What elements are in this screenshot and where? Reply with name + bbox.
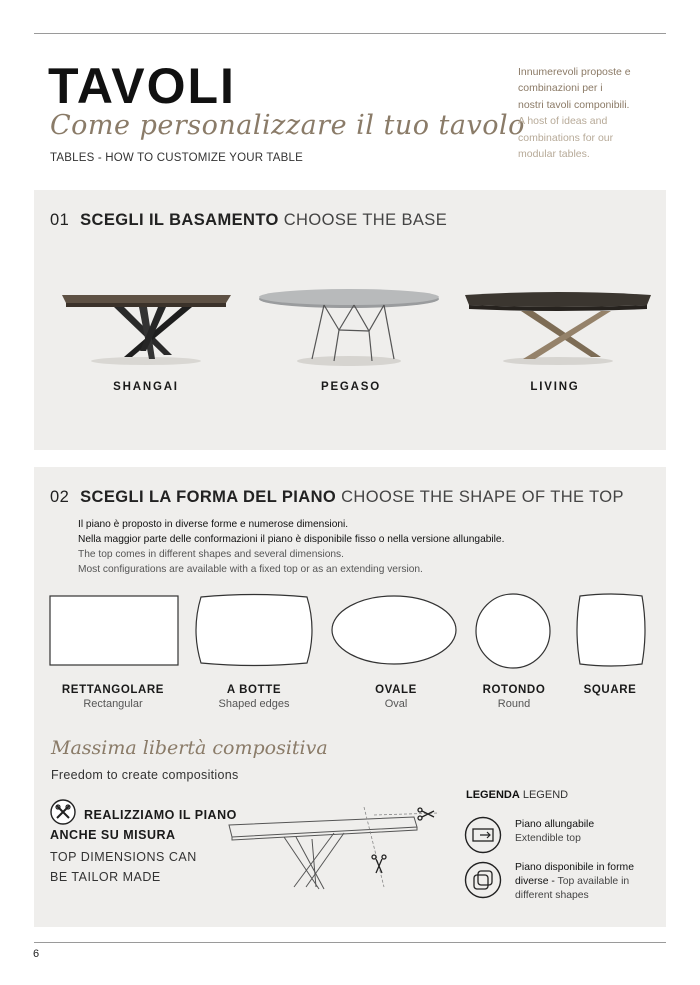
shaped-edges-shape[interactable]	[191, 592, 319, 668]
top-shape-section	[34, 467, 666, 927]
desc-it-line: Nella maggior parte delle conformazioni il piano è disponibile fisso o nella versione allungabile.	[78, 534, 505, 545]
multiple-shapes-icon	[464, 861, 502, 899]
tailor-made-en-line: BE TAILOR MADE	[50, 870, 161, 884]
desc-en-line: The top comes in different shapes and several dimensions.	[78, 549, 344, 560]
base-label-pegaso: PEGASO	[320, 381, 381, 393]
shape-label-round	[464, 684, 564, 710]
shape-name-en: Rectangular	[83, 698, 143, 710]
base-section	[34, 190, 666, 450]
bottom-rule	[34, 942, 666, 943]
shape-description	[78, 517, 504, 577]
intro-en-line: modular tables.	[518, 148, 590, 161]
tailor-made-heading	[50, 805, 237, 845]
legend-en: Top available in different shapes	[515, 876, 630, 901]
living-table-image[interactable]	[461, 285, 656, 367]
base-label-living: LIVING	[530, 381, 580, 393]
intro-it-line: combinazioni per i	[518, 82, 603, 95]
page-number: 6	[33, 948, 40, 960]
rectangular-shape[interactable]	[49, 592, 181, 668]
shape-name-it: RETTANGOLARE	[61, 684, 165, 696]
shape-name-en: Oval	[384, 698, 408, 710]
subtitle-en: TABLES - HOW TO CUSTOMIZE YOUR TABLE	[50, 152, 304, 164]
legend-text	[515, 861, 665, 903]
shape-name-en: Round	[497, 698, 531, 710]
tailor-made-line: ANCHE SU MISURA	[50, 828, 176, 842]
legend-en: Extendible top	[515, 833, 581, 844]
pegaso-table-image[interactable]	[254, 285, 444, 367]
oval-shape[interactable]	[331, 592, 461, 668]
shape-label-rectangular	[48, 684, 178, 710]
intro-it-line: nostri tavoli componibili.	[518, 98, 630, 111]
shape-name-en: Shaped edges	[218, 698, 290, 710]
shape-label-square	[570, 684, 650, 698]
heading-it: SCEGLI IL BASAMENTO	[80, 211, 279, 229]
intro-en-line: A host of ideas and	[518, 115, 608, 128]
page-title: TAVOLI	[48, 58, 236, 114]
shape-name-it: ROTONDO	[482, 684, 546, 696]
tailor-made-en-line: TOP DIMENSIONS CAN	[50, 850, 197, 864]
tailor-made-en	[50, 847, 197, 887]
square-shape[interactable]	[572, 592, 652, 670]
freedom-subtitle: Freedom to create compositions	[51, 768, 239, 782]
shangai-table-image[interactable]	[54, 285, 239, 367]
desc-it-line: Il piano è proposto in diverse forme e numerose dimensioni.	[78, 519, 349, 530]
legend-title-en: LEGEND	[522, 789, 569, 801]
tailor-cut-sketch	[224, 807, 449, 892]
intro-en-line: combinations for our	[518, 131, 614, 144]
desc-en-line: Most configurations are available with a fixed top or as an extending version.	[78, 564, 423, 575]
freedom-title: Massima libertà compositiva	[51, 737, 328, 759]
top-rule	[34, 33, 666, 34]
shape-section-heading	[50, 488, 624, 507]
section-number: 01	[50, 211, 70, 229]
heading-en: CHOOSE THE SHAPE OF THE TOP	[341, 488, 624, 506]
legend-title	[466, 789, 568, 801]
shape-label-oval	[331, 684, 461, 710]
shape-name-it: A BOTTE	[226, 684, 282, 696]
script-subtitle: Come personalizzare il tuo tavolo	[50, 110, 525, 141]
intro-text	[518, 64, 653, 162]
shape-name-it: SQUARE	[583, 684, 637, 696]
base-label-shangai: SHANGAI	[113, 381, 179, 393]
extendible-top-icon	[464, 816, 502, 854]
heading-en: CHOOSE THE BASE	[283, 211, 448, 229]
tailor-made-line: REALIZZIAMO IL PIANO	[84, 808, 237, 822]
section-number: 02	[50, 488, 70, 506]
legend-text	[515, 818, 665, 846]
legend-it: Piano disponibile in forme diverse -	[515, 862, 634, 887]
base-section-heading	[50, 211, 447, 230]
round-shape[interactable]	[473, 592, 553, 672]
heading-it: SCEGLI LA FORMA DEL PIANO	[80, 488, 337, 506]
legend-it: Piano allungabile	[515, 819, 595, 830]
shape-label-shaped-edges	[190, 684, 318, 710]
intro-it-line: Innumerevoli proposte e	[518, 66, 631, 78]
legend-title-it: LEGENDA	[466, 789, 520, 801]
shape-name-it: OVALE	[375, 684, 417, 696]
